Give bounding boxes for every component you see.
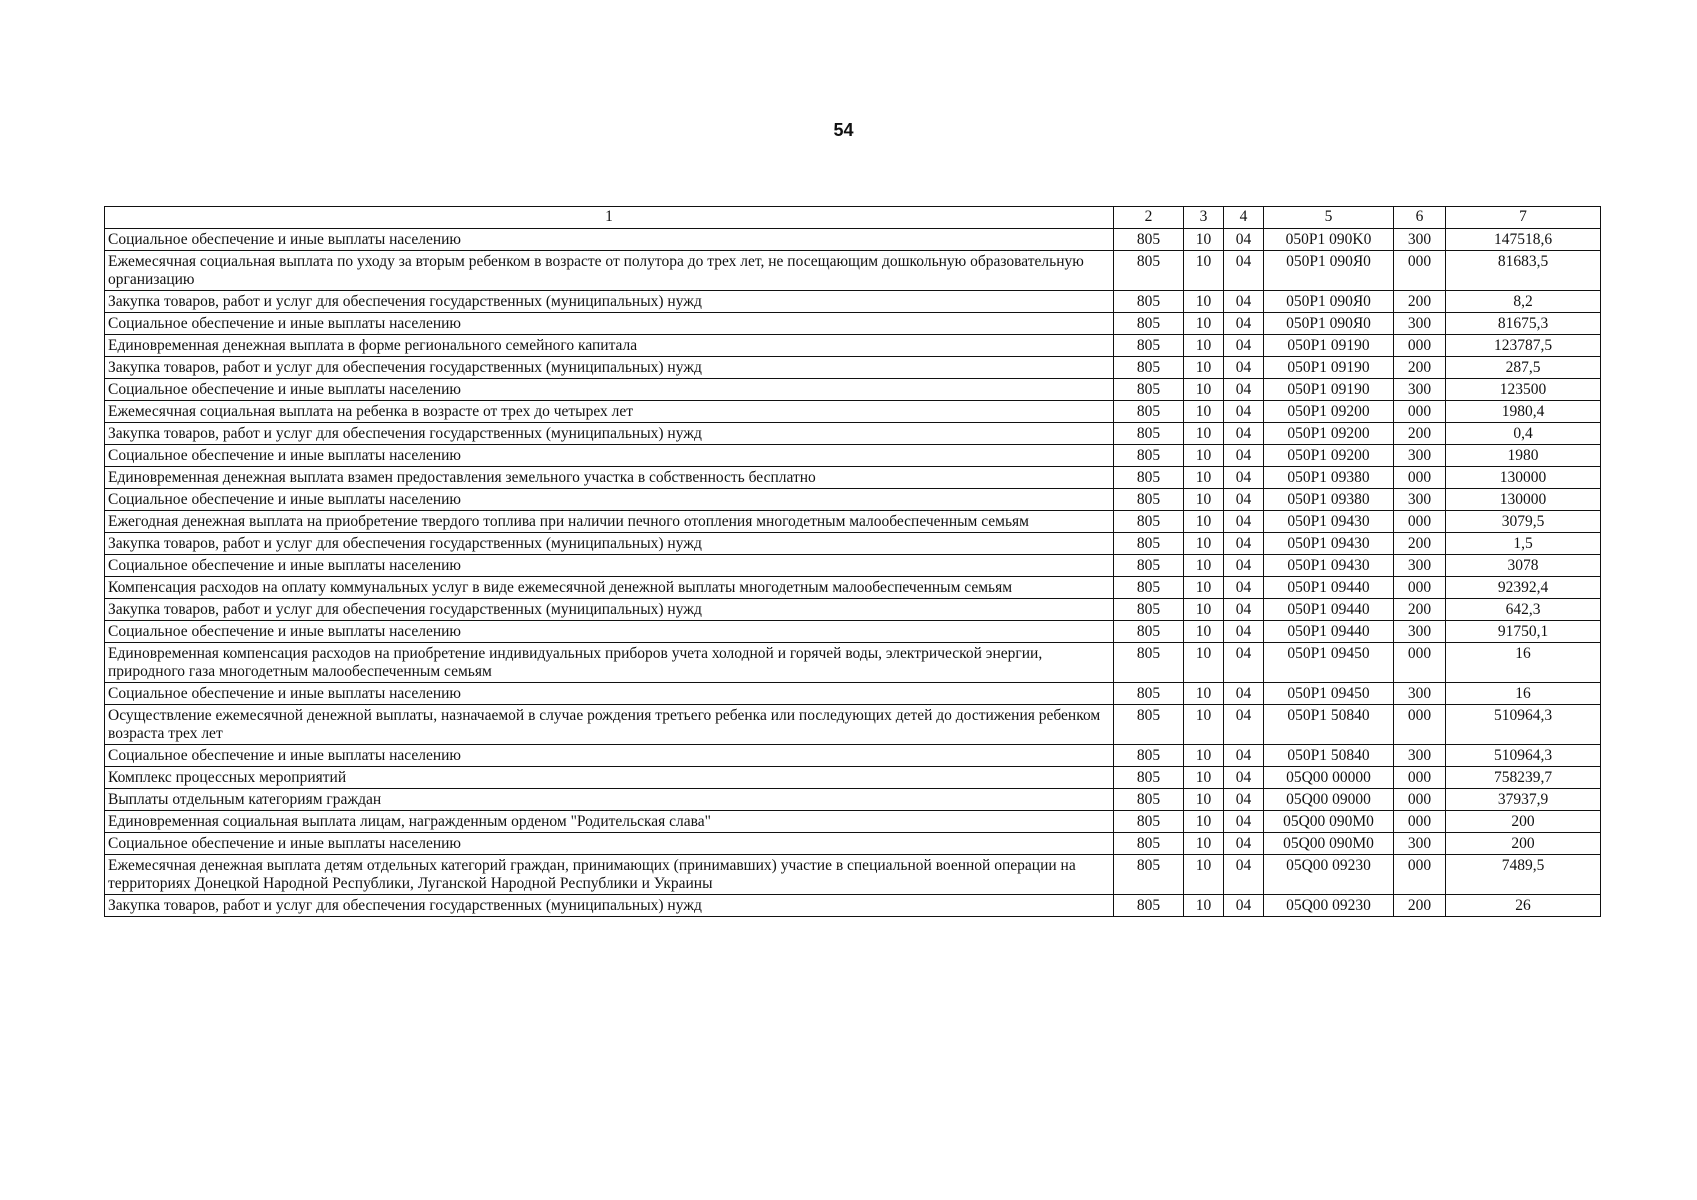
table-header (105, 207, 1601, 229)
cell-expense-type-code: 300 (1394, 745, 1446, 767)
page-number: 54 (833, 120, 854, 140)
cell-target-item-code: 050P1 09190 (1264, 357, 1394, 379)
table-row (105, 251, 1601, 291)
cell-target-item-code: 050P1 50840 (1264, 745, 1394, 767)
cell-section-code: 10 (1184, 533, 1224, 555)
cell-subsection-code: 04 (1224, 621, 1264, 643)
cell-amount: 200 (1446, 811, 1601, 833)
cell-grbs-code: 805 (1114, 811, 1184, 833)
table-row (105, 445, 1601, 467)
cell-subsection-code: 04 (1224, 577, 1264, 599)
cell-subsection-code: 04 (1224, 489, 1264, 511)
cell-description: Компенсация расходов на оплату коммунальных услуг в виде ежемесячной денежной выплаты многодетным малообеспеченным семьям (105, 577, 1114, 599)
cell-expense-type-code: 000 (1394, 335, 1446, 357)
cell-section-code: 10 (1184, 745, 1224, 767)
cell-expense-type-code: 000 (1394, 855, 1446, 895)
cell-description: Социальное обеспечение и иные выплаты населению (105, 621, 1114, 643)
cell-description: Ежемесячная социальная выплата на ребенка в возрасте от трех до четырех лет (105, 401, 1114, 423)
cell-grbs-code: 805 (1114, 855, 1184, 895)
cell-description: Единовременная социальная выплата лицам, награжденным орденом "Родительская слава" (105, 811, 1114, 833)
header-col-6: 6 (1394, 207, 1446, 229)
cell-section-code: 10 (1184, 379, 1224, 401)
table-row (105, 811, 1601, 833)
cell-section-code: 10 (1184, 489, 1224, 511)
cell-expense-type-code: 200 (1394, 423, 1446, 445)
cell-grbs-code: 805 (1114, 313, 1184, 335)
cell-target-item-code: 050P1 09430 (1264, 555, 1394, 577)
cell-target-item-code: 050P1 090K0 (1264, 229, 1394, 251)
cell-subsection-code: 04 (1224, 811, 1264, 833)
cell-amount: 1980 (1446, 445, 1601, 467)
cell-section-code: 10 (1184, 401, 1224, 423)
cell-section-code: 10 (1184, 467, 1224, 489)
cell-target-item-code: 050P1 09190 (1264, 379, 1394, 401)
cell-expense-type-code: 300 (1394, 489, 1446, 511)
cell-subsection-code: 04 (1224, 379, 1264, 401)
cell-section-code: 10 (1184, 291, 1224, 313)
cell-amount: 123500 (1446, 379, 1601, 401)
cell-expense-type-code: 300 (1394, 621, 1446, 643)
table-row (105, 379, 1601, 401)
cell-amount: 3079,5 (1446, 511, 1601, 533)
cell-target-item-code: 05Q00 09230 (1264, 895, 1394, 917)
table-row (105, 555, 1601, 577)
table-row (105, 621, 1601, 643)
cell-description: Закупка товаров, работ и услуг для обеспечения государственных (муниципальных) нужд (105, 291, 1114, 313)
cell-section-code: 10 (1184, 577, 1224, 599)
cell-amount: 642,3 (1446, 599, 1601, 621)
cell-target-item-code: 050P1 09190 (1264, 335, 1394, 357)
cell-amount: 123787,5 (1446, 335, 1601, 357)
table-row (105, 423, 1601, 445)
cell-target-item-code: 050P1 09200 (1264, 445, 1394, 467)
cell-subsection-code: 04 (1224, 599, 1264, 621)
cell-target-item-code: 05Q00 090M0 (1264, 833, 1394, 855)
table-row (105, 599, 1601, 621)
cell-description: Социальное обеспечение и иные выплаты населению (105, 229, 1114, 251)
cell-target-item-code: 050P1 09450 (1264, 643, 1394, 683)
cell-section-code: 10 (1184, 705, 1224, 745)
cell-grbs-code: 805 (1114, 895, 1184, 917)
table-row (105, 229, 1601, 251)
budget-table (104, 206, 1601, 917)
cell-subsection-code: 04 (1224, 229, 1264, 251)
table-row (105, 467, 1601, 489)
table-row (105, 357, 1601, 379)
table-row (105, 489, 1601, 511)
cell-amount: 130000 (1446, 467, 1601, 489)
table-row (105, 335, 1601, 357)
cell-subsection-code: 04 (1224, 833, 1264, 855)
cell-grbs-code: 805 (1114, 423, 1184, 445)
cell-subsection-code: 04 (1224, 789, 1264, 811)
table-row (105, 533, 1601, 555)
cell-description: Закупка товаров, работ и услуг для обеспечения государственных (муниципальных) нужд (105, 423, 1114, 445)
cell-grbs-code: 805 (1114, 489, 1184, 511)
cell-target-item-code: 05Q00 09000 (1264, 789, 1394, 811)
cell-target-item-code: 050P1 090Я0 (1264, 291, 1394, 313)
cell-expense-type-code: 000 (1394, 577, 1446, 599)
cell-section-code: 10 (1184, 445, 1224, 467)
cell-amount: 0,4 (1446, 423, 1601, 445)
cell-expense-type-code: 200 (1394, 895, 1446, 917)
cell-target-item-code: 050P1 09450 (1264, 683, 1394, 705)
cell-target-item-code: 050P1 09200 (1264, 401, 1394, 423)
cell-amount: 510964,3 (1446, 705, 1601, 745)
cell-subsection-code: 04 (1224, 335, 1264, 357)
cell-section-code: 10 (1184, 789, 1224, 811)
cell-amount: 758239,7 (1446, 767, 1601, 789)
cell-amount: 147518,6 (1446, 229, 1601, 251)
table-row (105, 855, 1601, 895)
table-row (105, 511, 1601, 533)
cell-grbs-code: 805 (1114, 291, 1184, 313)
cell-description: Комплекс процессных мероприятий (105, 767, 1114, 789)
cell-subsection-code: 04 (1224, 533, 1264, 555)
cell-expense-type-code: 200 (1394, 533, 1446, 555)
cell-target-item-code: 050P1 09430 (1264, 511, 1394, 533)
table-row (105, 683, 1601, 705)
cell-grbs-code: 805 (1114, 379, 1184, 401)
cell-subsection-code: 04 (1224, 357, 1264, 379)
cell-grbs-code: 805 (1114, 683, 1184, 705)
header-col-1: 1 (105, 207, 1114, 229)
cell-description: Закупка товаров, работ и услуг для обеспечения государственных (муниципальных) нужд (105, 895, 1114, 917)
cell-amount: 26 (1446, 895, 1601, 917)
cell-description: Социальное обеспечение и иные выплаты населению (105, 833, 1114, 855)
cell-section-code: 10 (1184, 555, 1224, 577)
cell-expense-type-code: 200 (1394, 599, 1446, 621)
table-row (105, 767, 1601, 789)
cell-grbs-code: 805 (1114, 833, 1184, 855)
cell-expense-type-code: 000 (1394, 251, 1446, 291)
header-col-5: 5 (1264, 207, 1394, 229)
cell-subsection-code: 04 (1224, 251, 1264, 291)
cell-grbs-code: 805 (1114, 643, 1184, 683)
cell-expense-type-code: 200 (1394, 357, 1446, 379)
cell-expense-type-code: 300 (1394, 833, 1446, 855)
cell-expense-type-code: 300 (1394, 229, 1446, 251)
cell-description: Социальное обеспечение и иные выплаты населению (105, 745, 1114, 767)
cell-target-item-code: 050P1 50840 (1264, 705, 1394, 745)
cell-section-code: 10 (1184, 683, 1224, 705)
cell-expense-type-code: 000 (1394, 467, 1446, 489)
cell-description: Социальное обеспечение и иные выплаты населению (105, 555, 1114, 577)
header-col-2: 2 (1114, 207, 1184, 229)
cell-grbs-code: 805 (1114, 467, 1184, 489)
cell-grbs-code: 805 (1114, 533, 1184, 555)
cell-subsection-code: 04 (1224, 767, 1264, 789)
cell-description: Закупка товаров, работ и услуг для обеспечения государственных (муниципальных) нужд (105, 533, 1114, 555)
cell-section-code: 10 (1184, 357, 1224, 379)
cell-amount: 16 (1446, 683, 1601, 705)
cell-subsection-code: 04 (1224, 467, 1264, 489)
table-row (105, 313, 1601, 335)
cell-section-code: 10 (1184, 313, 1224, 335)
cell-grbs-code: 805 (1114, 229, 1184, 251)
cell-description: Социальное обеспечение и иные выплаты населению (105, 683, 1114, 705)
table-row (105, 705, 1601, 745)
table-row (105, 401, 1601, 423)
cell-expense-type-code: 300 (1394, 313, 1446, 335)
header-col-3: 3 (1184, 207, 1224, 229)
cell-section-code: 10 (1184, 855, 1224, 895)
cell-description: Социальное обеспечение и иные выплаты населению (105, 313, 1114, 335)
cell-grbs-code: 805 (1114, 251, 1184, 291)
cell-target-item-code: 050P1 090Я0 (1264, 251, 1394, 291)
cell-target-item-code: 050P1 090Я0 (1264, 313, 1394, 335)
cell-grbs-code: 805 (1114, 401, 1184, 423)
cell-section-code: 10 (1184, 643, 1224, 683)
table-row (105, 577, 1601, 599)
cell-description: Социальное обеспечение и иные выплаты населению (105, 489, 1114, 511)
cell-amount: 91750,1 (1446, 621, 1601, 643)
cell-subsection-code: 04 (1224, 555, 1264, 577)
cell-expense-type-code: 000 (1394, 401, 1446, 423)
table-row (105, 745, 1601, 767)
cell-description: Единовременная денежная выплата взамен предоставления земельного участка в собственность бесплатно (105, 467, 1114, 489)
cell-subsection-code: 04 (1224, 401, 1264, 423)
cell-expense-type-code: 000 (1394, 767, 1446, 789)
cell-amount: 8,2 (1446, 291, 1601, 313)
cell-amount: 1,5 (1446, 533, 1601, 555)
cell-section-code: 10 (1184, 251, 1224, 291)
cell-grbs-code: 805 (1114, 357, 1184, 379)
cell-description: Единовременная компенсация расходов на приобретение индивидуальных приборов учета холодной и горячей воды, электрической энергии, природного газа многодетным малообеспеченным семьям (105, 643, 1114, 683)
cell-subsection-code: 04 (1224, 511, 1264, 533)
cell-grbs-code: 805 (1114, 599, 1184, 621)
cell-grbs-code: 805 (1114, 511, 1184, 533)
cell-subsection-code: 04 (1224, 643, 1264, 683)
cell-expense-type-code: 000 (1394, 811, 1446, 833)
cell-description: Ежемесячная социальная выплата по уходу за вторым ребенком в возрасте от полутора до трех лет, не посещающим дошкольную образовательную организацию (105, 251, 1114, 291)
cell-subsection-code: 04 (1224, 445, 1264, 467)
cell-amount: 200 (1446, 833, 1601, 855)
cell-amount: 3078 (1446, 555, 1601, 577)
cell-grbs-code: 805 (1114, 445, 1184, 467)
cell-target-item-code: 050P1 09200 (1264, 423, 1394, 445)
cell-target-item-code: 05Q00 00000 (1264, 767, 1394, 789)
cell-amount: 7489,5 (1446, 855, 1601, 895)
cell-amount: 81675,3 (1446, 313, 1601, 335)
cell-subsection-code: 04 (1224, 895, 1264, 917)
cell-target-item-code: 050P1 09440 (1264, 599, 1394, 621)
cell-subsection-code: 04 (1224, 745, 1264, 767)
cell-amount: 16 (1446, 643, 1601, 683)
cell-grbs-code: 805 (1114, 577, 1184, 599)
cell-target-item-code: 05Q00 09230 (1264, 855, 1394, 895)
cell-amount: 130000 (1446, 489, 1601, 511)
cell-target-item-code: 050P1 09440 (1264, 577, 1394, 599)
cell-expense-type-code: 000 (1394, 789, 1446, 811)
cell-subsection-code: 04 (1224, 423, 1264, 445)
header-col-7: 7 (1446, 207, 1601, 229)
table-row (105, 895, 1601, 917)
table-row (105, 643, 1601, 683)
cell-grbs-code: 805 (1114, 555, 1184, 577)
cell-expense-type-code: 200 (1394, 291, 1446, 313)
cell-description: Выплаты отдельным категориям граждан (105, 789, 1114, 811)
table-row (105, 291, 1601, 313)
cell-section-code: 10 (1184, 767, 1224, 789)
header-col-4: 4 (1224, 207, 1264, 229)
table-body (105, 229, 1601, 917)
cell-subsection-code: 04 (1224, 313, 1264, 335)
cell-description: Осуществление ежемесячной денежной выплаты, назначаемой в случае рождения третьего ребенка или последующих детей до достижения ребенком возраста трех лет (105, 705, 1114, 745)
cell-description: Закупка товаров, работ и услуг для обеспечения государственных (муниципальных) нужд (105, 599, 1114, 621)
cell-section-code: 10 (1184, 511, 1224, 533)
cell-grbs-code: 805 (1114, 621, 1184, 643)
cell-expense-type-code: 300 (1394, 445, 1446, 467)
cell-grbs-code: 805 (1114, 789, 1184, 811)
cell-amount: 1980,4 (1446, 401, 1601, 423)
cell-section-code: 10 (1184, 833, 1224, 855)
cell-section-code: 10 (1184, 599, 1224, 621)
cell-section-code: 10 (1184, 895, 1224, 917)
cell-section-code: 10 (1184, 229, 1224, 251)
cell-description: Единовременная денежная выплата в форме регионального семейного капитала (105, 335, 1114, 357)
cell-amount: 287,5 (1446, 357, 1601, 379)
cell-grbs-code: 805 (1114, 745, 1184, 767)
cell-target-item-code: 05Q00 090M0 (1264, 811, 1394, 833)
cell-subsection-code: 04 (1224, 855, 1264, 895)
cell-section-code: 10 (1184, 811, 1224, 833)
cell-subsection-code: 04 (1224, 705, 1264, 745)
cell-description: Ежемесячная денежная выплата детям отдельных категорий граждан, принимающих (принимавших) участие в специальной военной операции на территориях Донецкой Народной Республики, Луганской Народной Республики и Украины (105, 855, 1114, 895)
cell-expense-type-code: 300 (1394, 555, 1446, 577)
cell-grbs-code: 805 (1114, 705, 1184, 745)
table-row (105, 789, 1601, 811)
cell-amount: 37937,9 (1446, 789, 1601, 811)
cell-amount: 510964,3 (1446, 745, 1601, 767)
cell-expense-type-code: 300 (1394, 379, 1446, 401)
cell-subsection-code: 04 (1224, 683, 1264, 705)
cell-grbs-code: 805 (1114, 335, 1184, 357)
cell-amount: 81683,5 (1446, 251, 1601, 291)
cell-target-item-code: 050P1 09430 (1264, 533, 1394, 555)
cell-amount: 92392,4 (1446, 577, 1601, 599)
cell-section-code: 10 (1184, 423, 1224, 445)
cell-target-item-code: 050P1 09380 (1264, 467, 1394, 489)
cell-expense-type-code: 000 (1394, 643, 1446, 683)
cell-expense-type-code: 000 (1394, 511, 1446, 533)
cell-description: Социальное обеспечение и иные выплаты населению (105, 445, 1114, 467)
cell-target-item-code: 050P1 09440 (1264, 621, 1394, 643)
cell-subsection-code: 04 (1224, 291, 1264, 313)
cell-description: Социальное обеспечение и иные выплаты населению (105, 379, 1114, 401)
cell-grbs-code: 805 (1114, 767, 1184, 789)
cell-target-item-code: 050P1 09380 (1264, 489, 1394, 511)
header-row (105, 207, 1601, 229)
table-row (105, 833, 1601, 855)
cell-expense-type-code: 000 (1394, 705, 1446, 745)
cell-description: Ежегодная денежная выплата на приобретение твердого топлива при наличии печного отопления многодетным малообеспеченным семьям (105, 511, 1114, 533)
cell-section-code: 10 (1184, 335, 1224, 357)
cell-description: Закупка товаров, работ и услуг для обеспечения государственных (муниципальных) нужд (105, 357, 1114, 379)
cell-section-code: 10 (1184, 621, 1224, 643)
cell-expense-type-code: 300 (1394, 683, 1446, 705)
